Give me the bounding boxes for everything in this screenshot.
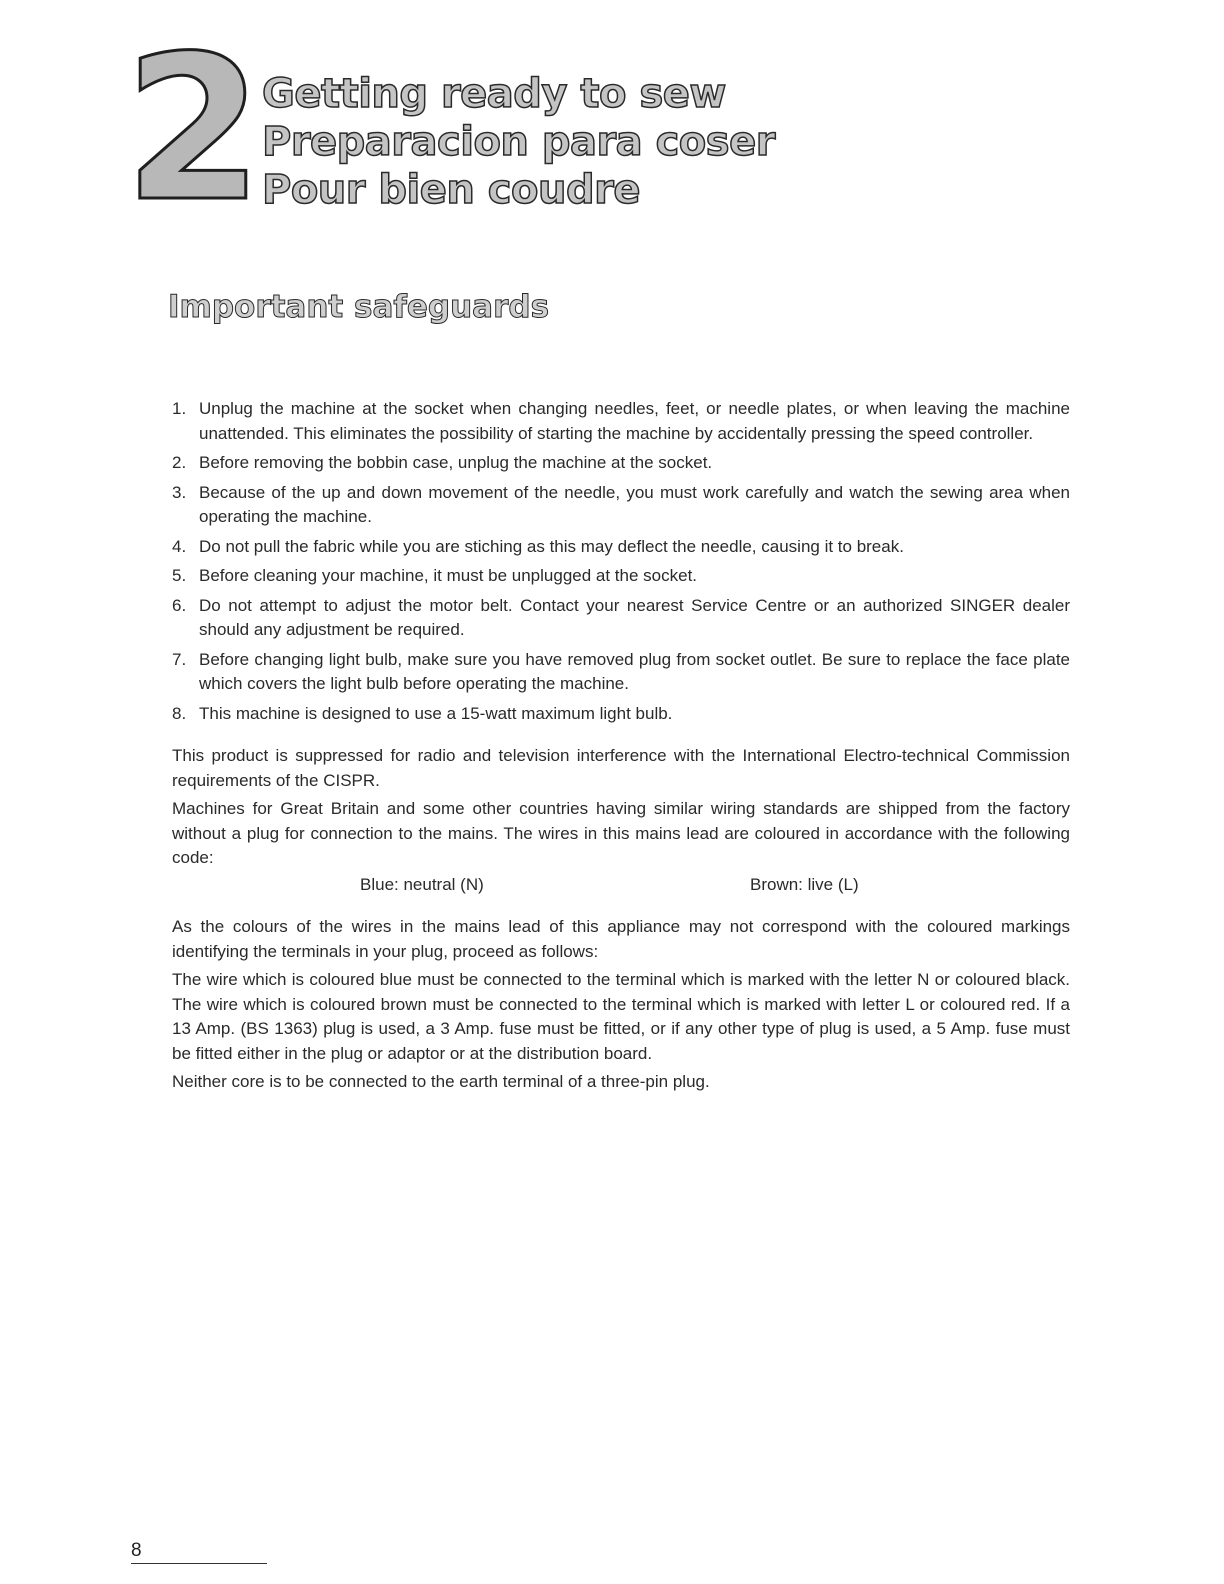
colour-note-paragraph: As the colours of the wires in the mains lead of this appliance may not correspond with the coloured markings identifying the terminals in your plug, proceed as follows: — [172, 917, 1070, 961]
item-number: 1. — [172, 399, 187, 418]
safeguard-item — [172, 648, 1070, 697]
item-text: This machine is designed to use a 15-watt maximum light bulb. — [199, 703, 673, 723]
safeguard-item — [172, 594, 1070, 643]
chapter-titles — [262, 70, 775, 214]
item-number: 5. — [172, 566, 187, 585]
wire-instructions-paragraph: The wire which is coloured blue must be connected to the terminal which is marked with the letter N or coloured black. The wire which is coloured brown must be connected to the terminal which is marked with letter L or coloured red. If a 13 Amp. (BS 1363) plug is used, a 3 Amp. fuse must be fitted, or if any other type of plug is used, a 5 Amp. fuse must be fitted either in the plug or adaptor or at the distribution board. — [172, 970, 1070, 1063]
safeguard-item — [172, 564, 1070, 589]
safeguard-item — [172, 702, 1070, 727]
content-body — [172, 397, 1070, 1095]
item-text: Do not pull the fabric while you are stiching as this may deflect the needle, causing it to break. — [199, 536, 904, 556]
item-number: 2. — [172, 453, 187, 472]
item-text: Unplug the machine at the socket when changing needles, feet, or needle plates, or when leaving the machine unattended. This eliminates the possibility of starting the machine by accidentally pressing the speed controller. — [199, 399, 1070, 443]
page-number: 8 — [131, 1540, 267, 1564]
item-number: 3. — [172, 482, 187, 502]
item-text: Because of the up and down movement of the needle, you must work carefully and watch the sewing area when operating the machine. — [199, 482, 1070, 526]
section-heading: Important safeguards — [168, 289, 550, 325]
item-text: Before cleaning your machine, it must be unplugged at the socket. — [199, 566, 698, 585]
earth-note-paragraph: Neither core is to be connected to the earth terminal of a three-pin plug. — [172, 1072, 710, 1091]
wire-code-brown: Brown: live (L) — [750, 874, 859, 894]
title-french: Pour bien coudre — [262, 167, 640, 213]
safeguards-list — [172, 397, 1070, 726]
safeguard-item — [172, 535, 1070, 560]
suppression-paragraph: This product is suppressed for radio and television interference with the International Electro-technical Commission requirements of the CISPR. — [172, 746, 1070, 790]
wire-code-blue: Blue: neutral (N) — [360, 874, 484, 894]
safeguard-item — [172, 451, 1070, 476]
item-text: Before changing light bulb, make sure you have removed plug from socket outlet. Be sure to replace the face plate which covers the light bulb before operating the machine. — [199, 649, 1070, 693]
item-number: 6. — [172, 595, 187, 615]
title-english: Getting ready to sew — [262, 71, 726, 117]
item-number: 7. — [172, 649, 187, 669]
item-number: 4. — [172, 536, 187, 556]
wiring-intro-paragraph: Machines for Great Britain and some other countries having similar wiring standards are shipped from the factory without a plug for connection to the mains. The wires in this mains lead are coloured in accordance with the following code: — [172, 799, 1070, 867]
safeguard-item — [172, 397, 1070, 446]
item-number: 8. — [172, 703, 187, 723]
item-text: Before removing the bobbin case, unplug the machine at the socket. — [199, 453, 713, 472]
item-text: Do not attempt to adjust the motor belt. Contact your nearest Service Centre or an authorized SINGER dealer should any adjustment be required. — [199, 595, 1070, 639]
wire-code-row — [172, 873, 1070, 898]
chapter-number: 2 — [124, 13, 264, 246]
safeguard-item — [172, 481, 1070, 530]
title-spanish: Preparacion para coser — [262, 119, 775, 165]
